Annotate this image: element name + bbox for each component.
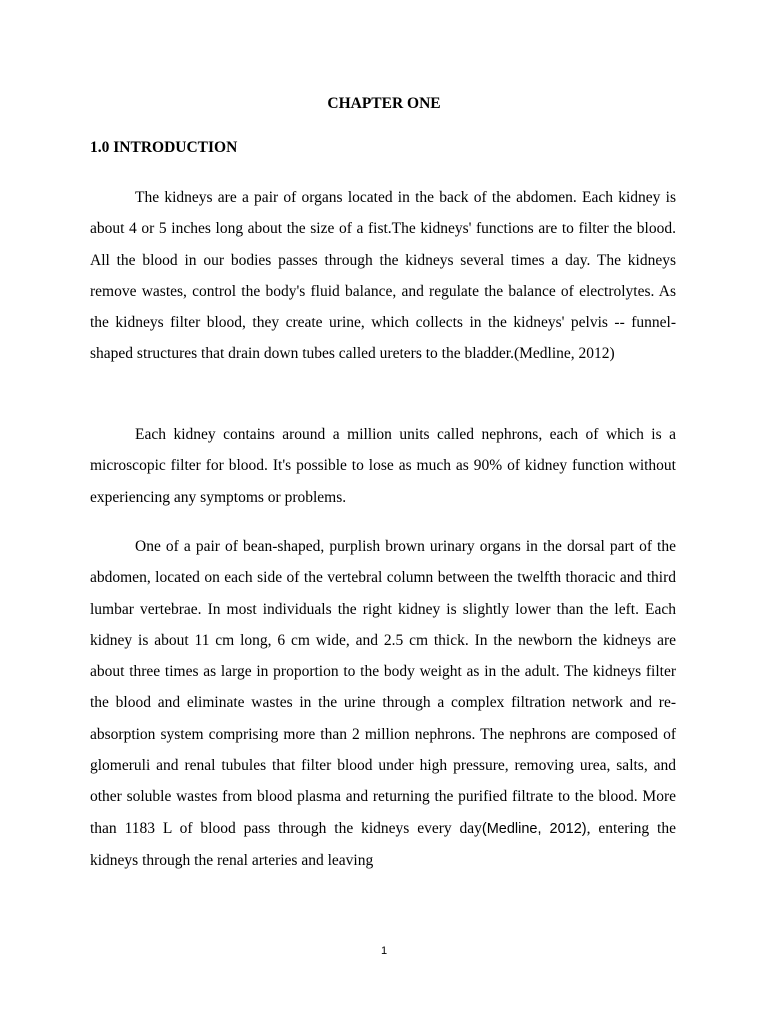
paragraph-text-continued: , entering the kidneys through the renal arteries and leaving (90, 819, 676, 869)
citation: (Medline, 2012) (481, 820, 587, 837)
section-heading: 1.0 INTRODUCTION (90, 139, 238, 156)
paragraph-kidney-overview: The kidneys are a pair of organs located in the back of the abdomen. Each kidney is about 4 or 5 inches long about the size of a fist.The kidneys' functions are to filter the blood. All the blood in our bodies passes through the kidneys several times a day. The kidneys remove wastes, control the body's fluid balance, and regulate the balance of electrolytes. As the kidneys filter blood, they create urine, which collects in the kidneys' pelvis -- funnel-shaped structures that drain down tubes called ureters to the bladder.(Medline, 2012) (90, 189, 676, 363)
paragraph-nephrons: Each kidney contains around a million units called nephrons, each of which is a microscopic filter for blood. It's possible to lose as much as 90% of kidney function without experiencing any symptoms or problems. (90, 426, 676, 506)
page-number: 1 (380, 945, 388, 957)
paragraph-kidney-anatomy (90, 531, 676, 876)
paragraph-text: One of a pair of bean-shaped, purplish brown urinary organs in the dorsal part of the abdomen, located on each side of the vertebral column between the twelfth thoracic and third lumbar vertebrae. In most individuals the right kidney is slightly lower than the left. Each kidney is about 11 cm long, 6 cm wide, and 2.5 cm thick. In the newborn the kidneys are about three times as large in proportion to the body weight as in the adult. The kidneys filter the blood and eliminate wastes in the urine through a complex filtration network and re-absorption system comprising more than 2 million nephrons. The nephrons are composed of glomeruli and renal tubules that filter blood under high pressure, removing urea, salts, and other soluble wastes from blood plasma and returning the purified filtrate to the blood. More than 1183 L of blood pass through the kidneys every day (90, 538, 676, 837)
chapter-title: CHAPTER ONE (327, 95, 441, 112)
